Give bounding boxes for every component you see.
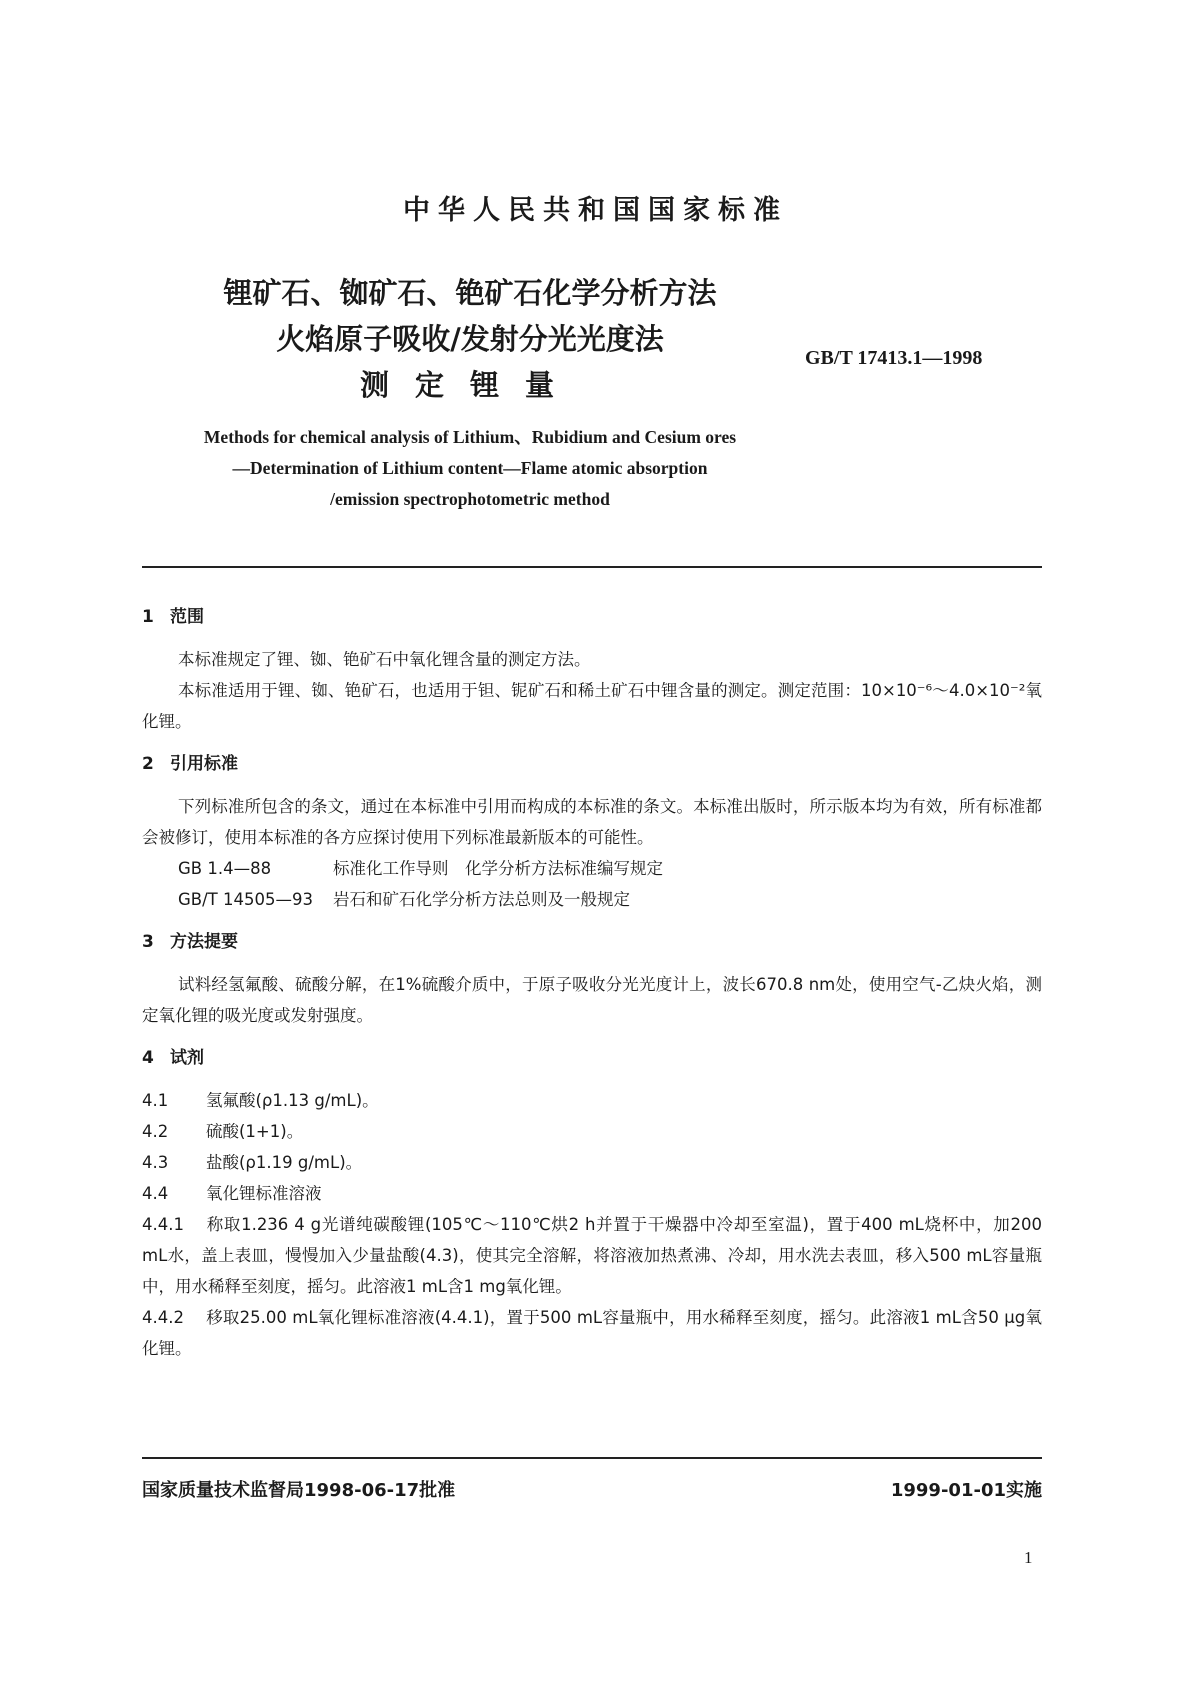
section-1-paragraph-2: 本标准适用于锂、铷、铯矿石，也适用于钽、铌矿石和稀土矿石中锂含量的测定。测定范围：10×10⁻⁶～4.0×10⁻²氧化锂。 xyxy=(142,681,1042,731)
section-3-heading xyxy=(142,925,1042,959)
standard-title-block xyxy=(190,270,750,408)
reagent-item xyxy=(142,1147,1042,1178)
reagent-item xyxy=(142,1085,1042,1116)
item-number: 4.2 xyxy=(142,1122,169,1141)
reference-code: GB/T 14505—93 xyxy=(178,890,313,909)
section-2-heading xyxy=(142,747,1042,781)
section-1-heading xyxy=(142,600,1042,634)
item-number: 4.3 xyxy=(142,1153,169,1172)
section-2-paragraph: 下列标准所包含的条文，通过在本标准中引用而构成的本标准的条文。本标准出版时，所示版本均为有效，所有标准都会被修订，使用本标准的各方应探讨使用下列标准最新版本的可能性。 xyxy=(142,797,1042,847)
header-divider xyxy=(142,566,1042,568)
reagent-item xyxy=(142,1209,1042,1302)
section-title: 方法提要 xyxy=(170,932,238,952)
item-number: 4.4.1 xyxy=(142,1215,184,1234)
standard-code: GB/T 17413.1—1998 xyxy=(805,347,983,369)
item-text: 称取1.236 4 g光谱纯碳酸锂(105℃～110℃烘2 h并置于干燥器中冷却至室温)，置于400 mL烧杯中，加200 mL水，盖上表皿，慢慢加入少量盐酸(4.3)，使其完全溶解，将溶液加热煮沸、冷却，用水洗去表皿，移入500 mL容量瓶中，用水稀释至刻度，摇匀。此溶液1 mL含1 mg氧化锂。 xyxy=(142,1215,1042,1296)
section-title: 试剂 xyxy=(170,1048,204,1068)
english-title-line-1: Methods for chemical analysis of Lithium、Rubidium and Cesium ores xyxy=(203,427,737,447)
item-text: 氢氟酸(ρ1.13 g/mL)。 xyxy=(206,1091,379,1110)
item-text: 氧化锂标准溶液 xyxy=(206,1184,322,1203)
footer-divider xyxy=(142,1457,1042,1459)
implementation-date: 1999-01-01实施 xyxy=(890,1480,1042,1501)
item-number: 4.4 xyxy=(142,1184,169,1203)
reference-title: 岩石和矿石化学分析方法总则及一般规定 xyxy=(333,890,630,909)
item-text: 硫酸(1+1)。 xyxy=(206,1122,304,1141)
reference-title: 标准化工作导则 化学分析方法标准编写规定 xyxy=(333,859,663,878)
section-4-heading xyxy=(142,1041,1042,1075)
section-number: 1 xyxy=(142,607,154,627)
english-title-block xyxy=(130,422,810,515)
item-text: 移取25.00 mL氧化锂标准溶液(4.4.1)，置于500 mL容量瓶中，用水稀释至刻度，摇匀。此溶液1 mL含50 μg氧化锂。 xyxy=(142,1308,1042,1358)
title-line-3: 测定锂量 xyxy=(359,368,580,402)
reagent-item xyxy=(142,1116,1042,1147)
reagent-item xyxy=(142,1302,1042,1364)
reference-item xyxy=(142,884,1042,915)
title-line-2: 火焰原子吸收/发射分光光度法 xyxy=(276,322,664,356)
section-number: 4 xyxy=(142,1048,154,1068)
approval-date: 国家质量技术监督局1998-06-17批准 xyxy=(142,1480,456,1501)
reference-item xyxy=(142,853,1042,884)
item-number: 4.1 xyxy=(142,1091,169,1110)
page-number: 1 xyxy=(1024,1548,1033,1567)
section-title: 引用标准 xyxy=(170,754,238,774)
section-number: 2 xyxy=(142,754,154,774)
english-title-line-2: —Determination of Lithium content—Flame atomic absorption xyxy=(232,458,708,478)
section-title: 范围 xyxy=(170,607,204,627)
title-line-1: 锂矿石、铷矿石、铯矿石化学分析方法 xyxy=(223,276,717,310)
english-title-line-3: /emission spectrophotometric method xyxy=(330,489,610,509)
reagent-item xyxy=(142,1178,1042,1209)
section-1-paragraph-1: 本标准规定了锂、铷、铯矿石中氧化锂含量的测定方法。 xyxy=(178,650,591,669)
section-3-paragraph: 试料经氢氟酸、硫酸分解，在1%硫酸介质中，于原子吸收分光光度计上，波长670.8 nm处，使用空气-乙炔火焰，测定氧化锂的吸光度或发射强度。 xyxy=(142,975,1042,1025)
item-number: 4.4.2 xyxy=(142,1308,184,1327)
item-text: 盐酸(ρ1.19 g/mL)。 xyxy=(206,1153,363,1172)
reference-code: GB 1.4—88 xyxy=(178,859,272,878)
national-standard-title: 中华人民共和国国家标准 xyxy=(403,195,788,226)
section-number: 3 xyxy=(142,932,154,952)
document-body xyxy=(142,600,1042,1364)
